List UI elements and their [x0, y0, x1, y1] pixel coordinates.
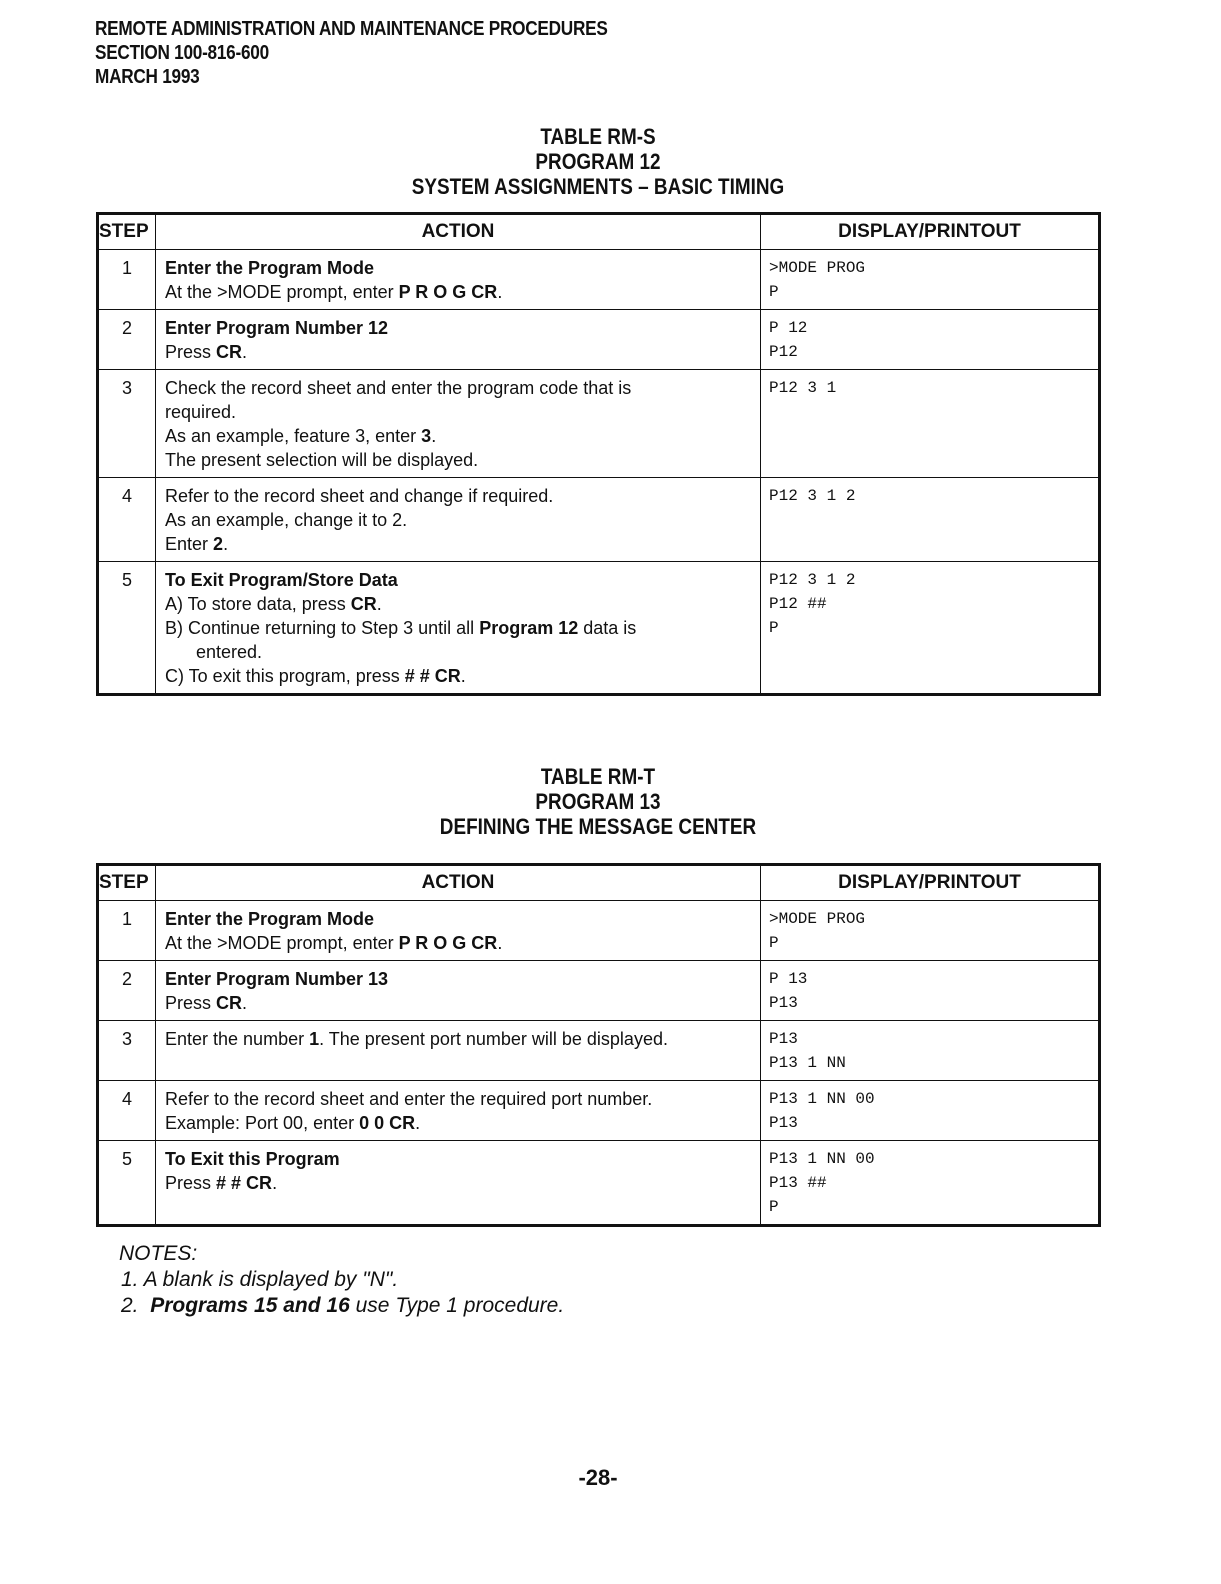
action-text: . — [223, 534, 229, 554]
action-line: entered. — [196, 642, 263, 662]
action-text: Enter the number — [165, 1029, 305, 1049]
key-sequence: 0 0 CR — [359, 1113, 416, 1133]
action-cell — [156, 478, 761, 562]
header-section: SECTION 100-816-600 — [95, 42, 269, 64]
document-header — [95, 17, 608, 89]
display-cell — [761, 370, 1100, 478]
action-text: . — [242, 342, 248, 362]
action-line: As an example, change it to 2. — [165, 510, 408, 530]
action-text: . — [242, 993, 248, 1013]
display-cell — [761, 562, 1100, 695]
step-number: 2 — [98, 961, 156, 1021]
step-number: 5 — [98, 1141, 156, 1226]
table-row — [98, 310, 1100, 370]
display-cell — [761, 1021, 1100, 1081]
display-line: P — [769, 934, 779, 952]
action-line — [165, 664, 752, 688]
table-row — [98, 1021, 1100, 1081]
display-line: P13 1 NN 00 — [769, 1090, 875, 1108]
key-sequence: 3 — [421, 426, 432, 446]
action-cell — [156, 1081, 761, 1141]
action-line — [165, 532, 752, 556]
display-line: P12 3 1 2 — [769, 571, 856, 589]
action-text: . — [460, 666, 466, 686]
step-number: 3 — [98, 370, 156, 478]
action-cell — [156, 370, 761, 478]
display-line: P12 3 1 — [769, 379, 837, 397]
action-text: As an example, feature 3, enter — [165, 426, 417, 446]
display-line: P13 — [769, 1114, 798, 1132]
table-row — [98, 250, 1100, 310]
action-text: Press — [165, 1173, 212, 1193]
action-text: . — [376, 594, 382, 614]
display-cell — [761, 901, 1100, 961]
action-text: Press — [165, 342, 212, 362]
display-line: P13 ## — [769, 1174, 827, 1192]
action-text: A) To store data, press — [165, 594, 346, 614]
key-sequence: P R O G CR — [398, 282, 498, 302]
display-line: P — [769, 1198, 779, 1216]
page-number: -28- — [578, 1465, 618, 1490]
table1-title-line2: PROGRAM 12 — [535, 149, 661, 174]
table2 — [96, 863, 1101, 1227]
key-sequence: CR — [216, 993, 243, 1013]
step-number: 4 — [98, 478, 156, 562]
key-sequence: 1 — [309, 1029, 320, 1049]
display-line: P — [769, 283, 779, 301]
table1 — [96, 212, 1101, 696]
action-line — [165, 592, 752, 616]
display-line: P13 1 NN 00 — [769, 1150, 875, 1168]
display-line: P — [769, 619, 779, 637]
display-line: P12 3 1 2 — [769, 487, 856, 505]
col-action: ACTION — [156, 865, 761, 901]
step-number: 3 — [98, 1021, 156, 1081]
table2-title-line2: PROGRAM 13 — [535, 789, 661, 814]
table-row — [98, 1141, 1100, 1226]
display-cell — [761, 250, 1100, 310]
action-line — [165, 280, 752, 304]
action-text: data is — [583, 618, 637, 638]
action-text: C) To exit this program, press — [165, 666, 400, 686]
action-text: Example: Port 00, enter — [165, 1113, 355, 1133]
table2-title — [84, 764, 1113, 839]
header-date: MARCH 1993 — [95, 66, 200, 88]
display-line: P12 — [769, 343, 798, 361]
action-heading: Enter Program Number 13 — [165, 969, 389, 989]
table1-title — [84, 124, 1113, 199]
note-emphasis: Programs 15 and 16 — [150, 1294, 350, 1317]
display-line: >MODE PROG — [769, 259, 866, 277]
notes — [119, 1241, 564, 1319]
action-line — [165, 1027, 752, 1051]
action-text: At the >MODE prompt, enter — [165, 282, 394, 302]
note-number: 2. — [121, 1294, 139, 1317]
action-line: Refer to the record sheet and change if required. — [165, 486, 554, 506]
key-sequence: P R O G CR — [398, 933, 498, 953]
action-heading: To Exit this Program — [165, 1149, 340, 1169]
table-row — [98, 562, 1100, 695]
action-line — [165, 616, 752, 640]
key-sequence: CR — [350, 594, 377, 614]
table1-title-line1: TABLE RM-S — [540, 124, 656, 149]
table-row — [98, 1081, 1100, 1141]
action-text: At the >MODE prompt, enter — [165, 933, 394, 953]
display-line: >MODE PROG — [769, 910, 866, 928]
header-title: REMOTE ADMINISTRATION AND MAINTENANCE PROCEDURES — [95, 18, 608, 40]
step-number: 2 — [98, 310, 156, 370]
display-cell — [761, 310, 1100, 370]
action-line: Refer to the record sheet and enter the required port number. — [165, 1089, 653, 1109]
display-cell — [761, 961, 1100, 1021]
display-line: P 12 — [769, 319, 808, 337]
key-sequence: # # CR — [216, 1173, 273, 1193]
action-line — [165, 931, 752, 955]
action-line — [165, 340, 752, 364]
table-row — [98, 478, 1100, 562]
action-cell — [156, 250, 761, 310]
col-display: DISPLAY/PRINTOUT — [761, 214, 1100, 250]
action-cell — [156, 1141, 761, 1226]
action-line — [165, 424, 752, 448]
action-heading: To Exit Program/Store Data — [165, 570, 398, 590]
col-step: STEP — [98, 865, 156, 901]
action-cell — [156, 1021, 761, 1081]
action-text: Enter — [165, 534, 209, 554]
table1-title-line3: SYSTEM ASSIGNMENTS – BASIC TIMING — [411, 174, 785, 199]
action-heading: Enter the Program Mode — [165, 258, 375, 278]
action-text: Press — [165, 993, 212, 1013]
action-line — [165, 1171, 752, 1195]
display-line: P13 — [769, 994, 798, 1012]
display-line: P13 — [769, 1030, 798, 1048]
col-action: ACTION — [156, 214, 761, 250]
action-line — [165, 991, 752, 1015]
note-2 — [119, 1293, 564, 1319]
step-number: 4 — [98, 1081, 156, 1141]
action-text: . The present port number will be displayed. — [319, 1029, 668, 1049]
display-cell — [761, 478, 1100, 562]
col-display: DISPLAY/PRINTOUT — [761, 865, 1100, 901]
action-line: Check the record sheet and enter the program code that is — [165, 378, 632, 398]
action-cell — [156, 562, 761, 695]
key-sequence: CR — [216, 342, 243, 362]
table-header-row — [98, 865, 1100, 901]
col-step: STEP — [98, 214, 156, 250]
action-text: . — [497, 282, 503, 302]
table-header-row — [98, 214, 1100, 250]
display-cell — [761, 1081, 1100, 1141]
table-row — [98, 370, 1100, 478]
step-number: 1 — [98, 901, 156, 961]
action-text: . — [431, 426, 437, 446]
table2-title-line1: TABLE RM-T — [540, 764, 656, 789]
display-line: P12 ## — [769, 595, 827, 613]
display-line: P13 1 NN — [769, 1054, 846, 1072]
action-line — [165, 1111, 752, 1135]
action-heading: Enter the Program Mode — [165, 909, 375, 929]
action-text: . — [272, 1173, 278, 1193]
action-cell — [156, 961, 761, 1021]
action-line: The present selection will be displayed. — [165, 450, 479, 470]
action-text: . — [415, 1113, 421, 1133]
action-line: required. — [165, 402, 237, 422]
key-sequence: # # CR — [404, 666, 461, 686]
step-number: 1 — [98, 250, 156, 310]
display-cell — [761, 1141, 1100, 1226]
key-sequence: 2 — [213, 534, 224, 554]
program-reference: Program 12 — [479, 618, 579, 638]
action-cell — [156, 901, 761, 961]
table2-title-line3: DEFINING THE MESSAGE CENTER — [439, 814, 757, 839]
step-number: 5 — [98, 562, 156, 695]
table-row — [98, 961, 1100, 1021]
action-heading: Enter Program Number 12 — [165, 318, 389, 338]
display-line: P 13 — [769, 970, 808, 988]
action-text: . — [497, 933, 503, 953]
notes-label: NOTES: — [119, 1242, 198, 1265]
action-text: B) Continue returning to Step 3 until all — [165, 618, 475, 638]
note-text: use Type 1 procedure. — [355, 1294, 565, 1317]
action-cell — [156, 310, 761, 370]
table-row — [98, 901, 1100, 961]
note-1: 1. A blank is displayed by "N". — [121, 1268, 399, 1291]
